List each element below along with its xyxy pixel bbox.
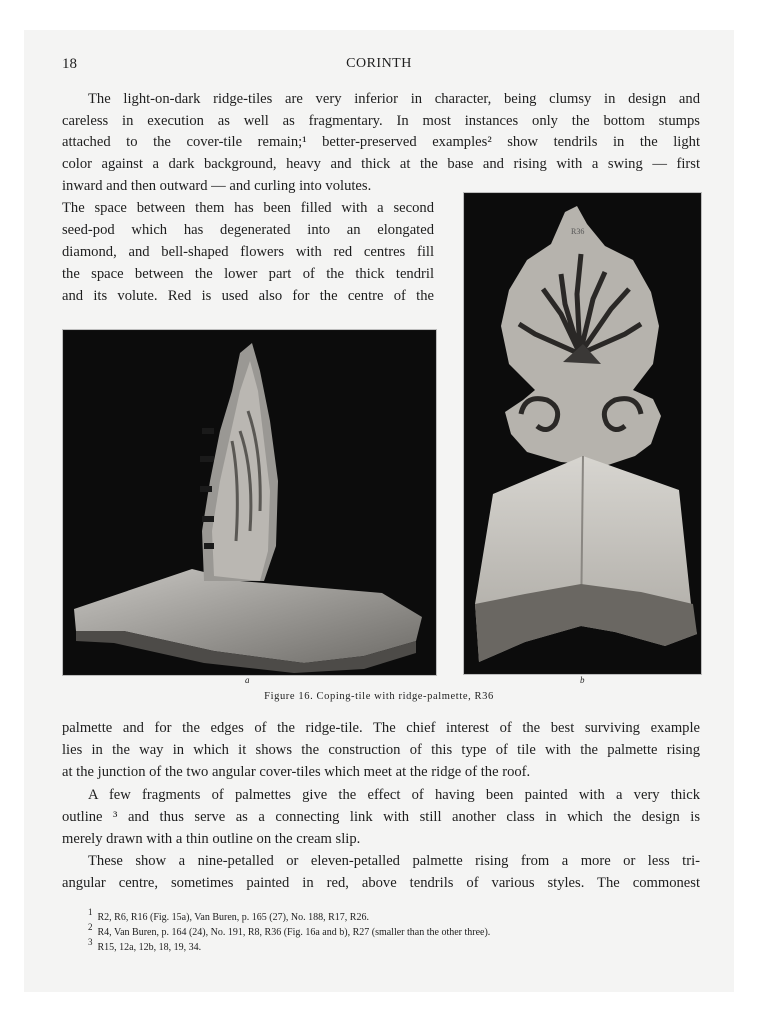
figure-photo-a [63, 330, 436, 675]
footnote-text: R2, R6, R16 (Fig. 15a), Van Buren, p. 165 (27), No. 188, R17, R26. [97, 912, 369, 923]
book-page [24, 30, 734, 992]
coping-tile-side-view-image [64, 331, 435, 674]
coping-tile-front-view-image [465, 194, 700, 673]
figure-label-b: b [580, 675, 585, 685]
text-line: seed-pod which has degenerated into an elongated [62, 222, 434, 238]
text-line: attached to the cover-tile remain;¹ better-preserved examples² show tendrils in the light [62, 134, 700, 150]
text-line: lies in the way in which it shows the construction of this type of tile with the palmette rising [62, 742, 700, 758]
figure-photo-b [464, 193, 701, 674]
footnote-mark: 1 [88, 907, 93, 917]
text-line: angular centre, sometimes painted in red, above tendrils of various styles. The commonest [62, 875, 700, 891]
footnote-text: R15, 12a, 12b, 18, 19, 34. [97, 942, 202, 953]
footnote-mark: 3 [88, 937, 93, 947]
text-line: merely drawn with a thin outline on the cream slip. [62, 831, 361, 847]
text-line: A few fragments of palmettes give the effect of having been painted with a very thick [88, 787, 700, 803]
footnote [88, 936, 201, 954]
text-line: The space between them has been filled with a second [62, 200, 434, 216]
text-line: outline ³ and thus serve as a connecting link with still another class in which the design is [62, 809, 700, 825]
text-line: These show a nine-petalled or eleven-petalled palmette rising from a more or less tri- [88, 853, 700, 869]
running-head: CORINTH [346, 56, 412, 71]
text-line: careless in execution as well as fragmentary. In most instances only the bottom stumps [62, 113, 700, 129]
text-line: inward and then outward — and curling into volutes. [62, 178, 372, 194]
text-line: at the junction of the two angular cover-tiles which meet at the ridge of the roof. [62, 764, 531, 780]
figure-label-a: a [245, 675, 250, 685]
page-number: 18 [62, 56, 77, 72]
figure-caption: Figure 16. Coping-tile with ridge-palmette, R36 [264, 691, 494, 702]
text-line: The light-on-dark ridge-tiles are very inferior in character, being clumsy in design and [88, 91, 700, 107]
text-line: and its volute. Red is used also for the centre of the [62, 288, 434, 304]
text-line: diamond, and bell-shaped flowers with red centres fill [62, 244, 434, 260]
footnote-mark: 2 [88, 922, 93, 932]
text-line: the space between the lower part of the thick tendril [62, 266, 434, 282]
text-line: color against a dark background, heavy and thick at the base and rising with a swing — first [62, 156, 700, 172]
footnote-text: R4, Van Buren, p. 164 (24), No. 191, R8, R36 (Fig. 16a and b), R27 (smaller than the other three). [97, 927, 491, 938]
tile-inscription: R36 [571, 227, 585, 236]
text-line: palmette and for the edges of the ridge-tile. The chief interest of the best surviving example [62, 720, 700, 736]
